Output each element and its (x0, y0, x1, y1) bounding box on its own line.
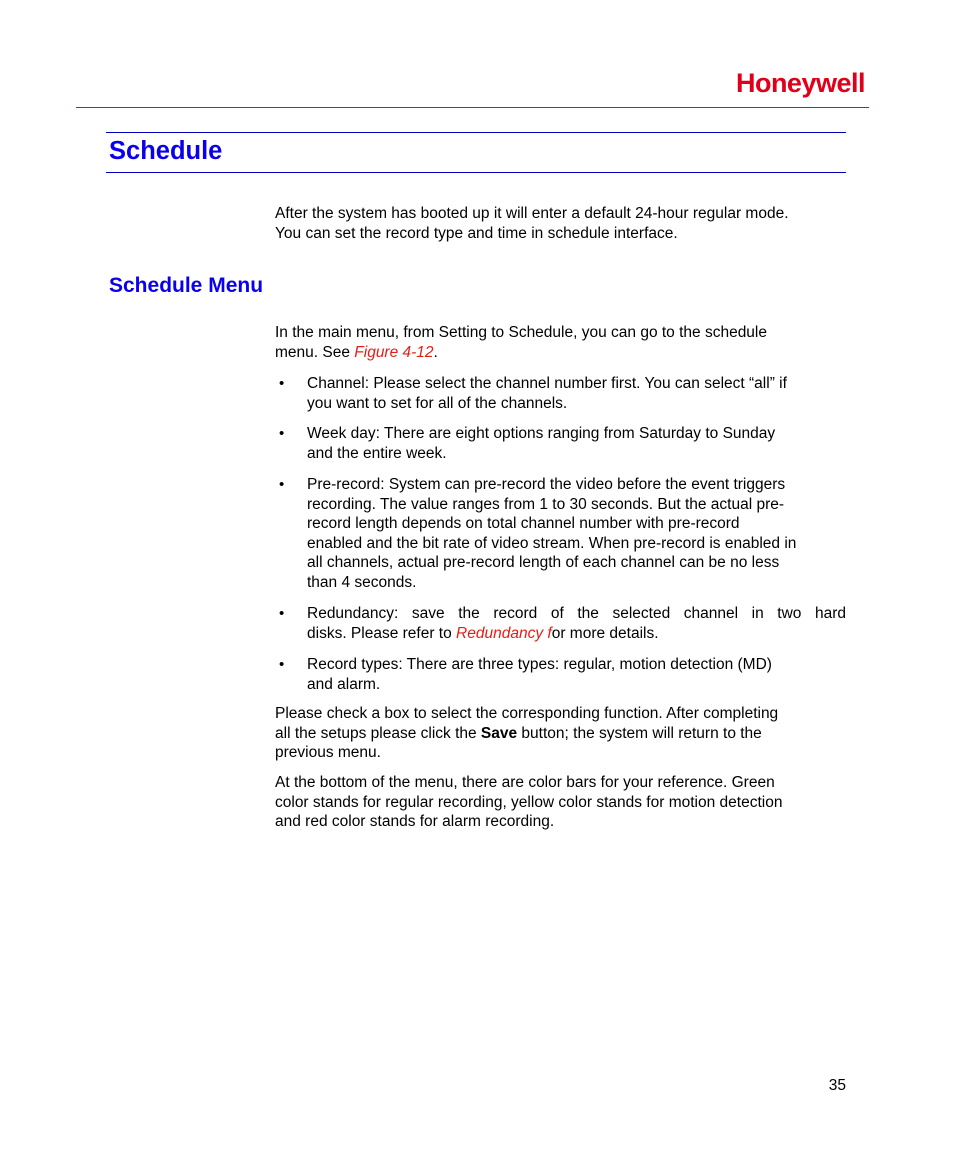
bullet-channel-line-2: you want to set for all of the channels. (307, 394, 568, 412)
intro-paragraph (275, 204, 846, 243)
bullet-prerecord-line-5: all channels, actual pre-record length of each channel can be no less (307, 554, 780, 571)
bullet-prerecord-line-4: enabled and the bit rate of video stream. When pre-record is enabled in (307, 534, 797, 552)
figure-reference-link[interactable]: Figure 4-12 (354, 343, 434, 361)
bullet-recordtypes-marker: • (279, 656, 285, 673)
bullet-weekday (307, 424, 846, 463)
page-number: 35 (828, 1077, 846, 1094)
save-line-2-prefix: all the setups please click the (275, 724, 481, 742)
save-line-2 (275, 724, 846, 744)
color-line-3: and red color stands for alarm recording. (275, 813, 555, 830)
bullet-prerecord-line-1: Pre-record: System can pre-record the video before the event triggers (307, 476, 786, 493)
subsection-title: Schedule Menu (109, 274, 264, 297)
save-keyword: Save (480, 724, 518, 742)
bullet-recordtypes (307, 655, 846, 694)
bullet-channel-marker: • (279, 375, 285, 392)
color-bars-paragraph (275, 773, 846, 832)
menu-paragraph (275, 323, 846, 362)
bullet-weekday-line-1: Week day: There are eight options ranging from Saturday to Sunday (307, 425, 776, 442)
menu-line-2-prefix: menu. See (275, 343, 355, 361)
bullet-prerecord (307, 475, 846, 592)
bullet-prerecord-line-6: than 4 seconds. (307, 573, 417, 591)
color-line-1: At the bottom of the menu, there are color bars for your reference. Green (275, 774, 775, 791)
save-paragraph (275, 704, 846, 763)
color-line-2: color stands for regular recording, yellow color stands for motion detection (275, 793, 783, 811)
bullet-redundancy-line-1: Redundancy: save the record of the selected channel in two hard (307, 605, 846, 622)
save-line-3: previous menu. (275, 744, 381, 761)
section-rule-top (106, 132, 846, 133)
menu-line-2-suffix: . (433, 343, 438, 361)
bullet-prerecord-marker: • (279, 476, 285, 493)
bullet-prerecord-line-3: record length depends on total channel number with pre-record (307, 515, 740, 532)
menu-line-1: In the main menu, from Setting to Schedule, you can go to the schedule (275, 324, 767, 341)
save-line-1: Please check a box to select the corresponding function. After completing (275, 705, 779, 722)
bullet-redundancy-line-2 (307, 624, 846, 644)
bullet-redundancy-marker: • (279, 605, 285, 622)
bullet-weekday-line-2: and the entire week. (307, 444, 447, 462)
bullet-recordtypes-line-1: Record types: There are three types: regular, motion detection (MD) (307, 656, 772, 673)
section-title: Schedule (109, 137, 223, 165)
menu-line-2 (275, 343, 846, 363)
intro-line-2: You can set the record type and time in schedule interface. (275, 224, 678, 242)
honeywell-logo: Honeywell (735, 68, 865, 98)
bullet-weekday-marker: • (279, 425, 285, 442)
bullet-recordtypes-line-2: and alarm. (307, 675, 381, 693)
redundancy-line-2-suffix: or more details. (551, 624, 659, 642)
section-rule-bottom (106, 172, 846, 173)
save-line-2-suffix: button; the system will return to the (517, 724, 762, 742)
redundancy-line-2-prefix: disks. Please refer to (307, 624, 457, 642)
bullet-redundancy (307, 604, 846, 643)
bullet-prerecord-line-2: recording. The value ranges from 1 to 30 seconds. But the actual pre- (307, 495, 785, 513)
bullet-channel-line-1: Channel: Please select the channel number first. You can select “all” if (307, 375, 787, 392)
redundancy-reference-link[interactable]: Redundancy f (456, 624, 552, 642)
bullet-channel (307, 374, 846, 413)
intro-line-1: After the system has booted up it will enter a default 24-hour regular mode. (275, 205, 789, 222)
header-divider (76, 107, 869, 108)
